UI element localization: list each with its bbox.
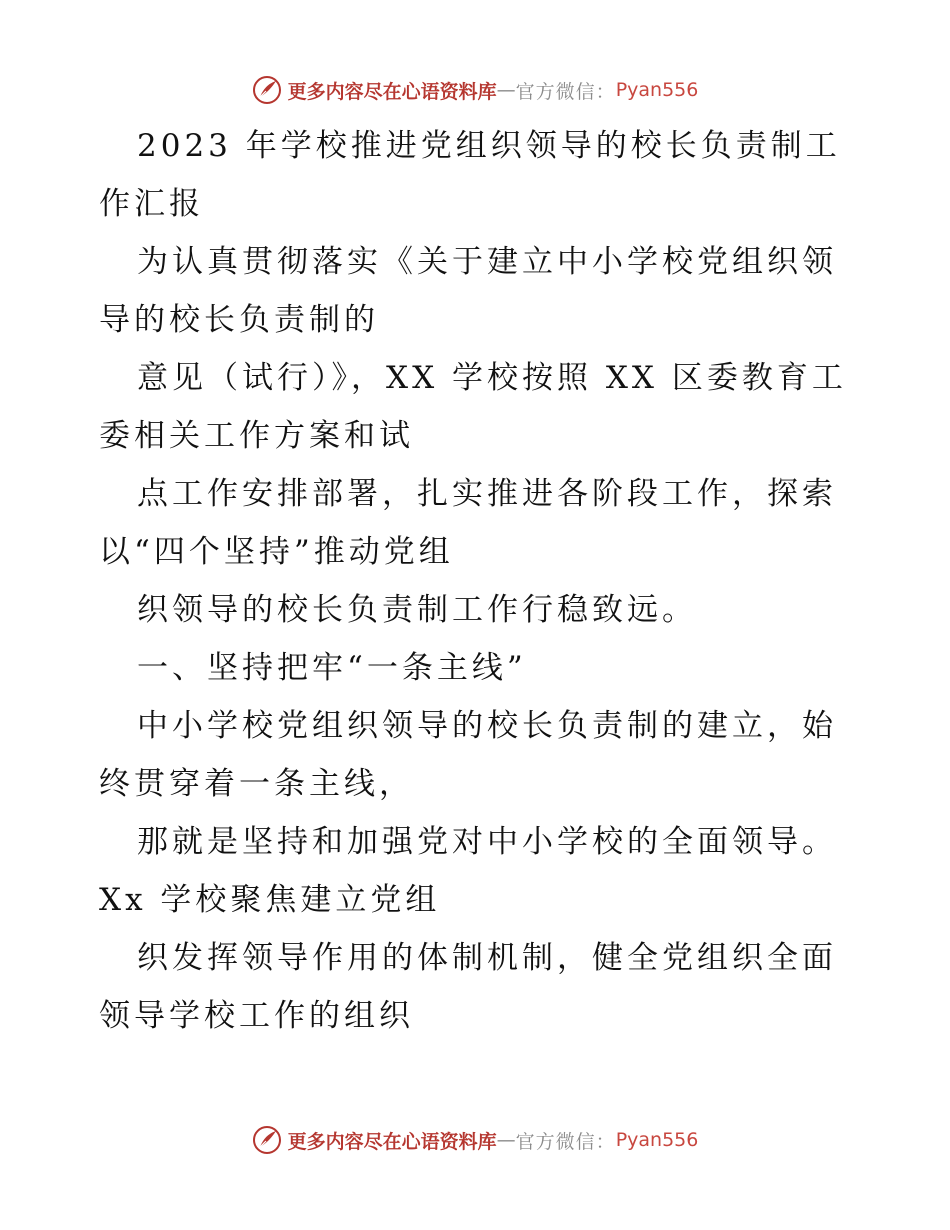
watermark-wechat-id: Pyan556: [615, 79, 699, 101]
watermark-site-text: 更多内容尽在心语资料库: [287, 80, 497, 103]
paragraph: 那就是坚持和加强党对中小学校的全面领导。Xx 学校聚焦建立党组: [99, 824, 837, 918]
section-heading: 一、坚持把牢“一条主线”: [137, 650, 527, 686]
watermark-wechat-label: 官方微信：: [515, 1130, 616, 1153]
feather-logo-icon: [252, 1125, 282, 1155]
paragraph: 织领导的校长负责制工作行稳致远。: [137, 592, 697, 628]
paragraph: 意见（试行）》，XX 学校按照 XX 区委教育工委相关工作方案和试: [99, 360, 847, 454]
feather-logo-icon: [252, 75, 282, 105]
watermark-separator: —: [496, 79, 516, 101]
header-watermark: [0, 70, 950, 110]
paragraph: 点工作安排部署，扎实推进各阶段工作，探索以“四个坚持”推动党组: [99, 476, 837, 570]
watermark-site-text: 更多内容尽在心语资料库: [287, 1130, 497, 1153]
watermark-wechat-label: 官方微信：: [515, 80, 616, 103]
document-title: 2023 年学校推进党组织领导的校长负责制工作汇报: [99, 128, 841, 222]
watermark-wechat-id: Pyan556: [615, 1129, 699, 1151]
watermark-separator: —: [496, 1129, 516, 1151]
paragraph: 中小学校党组织领导的校长负责制的建立，始终贯穿着一条主线，: [99, 708, 837, 802]
paragraph: 为认真贯彻落实《关于建立中小学校党组织领导的校长负责制的: [99, 244, 837, 338]
document-body: [99, 117, 859, 1045]
paragraph: 织发挥领导作用的体制机制，健全党组织全面领导学校工作的组织: [99, 940, 837, 1034]
footer-watermark: [0, 1120, 950, 1160]
